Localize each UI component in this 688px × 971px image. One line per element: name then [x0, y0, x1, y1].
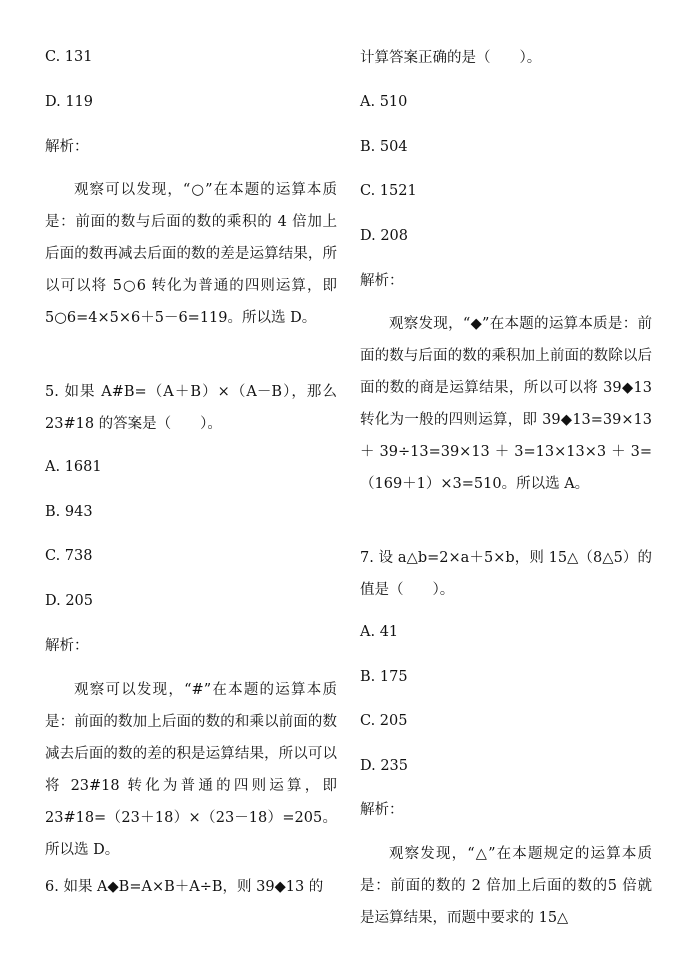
q6-option-a: A. 510 — [360, 94, 408, 110]
q5-analysis-text: 观察可以发现，“#”在本题的运算本质是：前面的数加上后面的数的和乘以前面的数减去后面的数的差的积是运算结果，所以可以将 23#18 转化为普通的四则运算，即 23#18=（23＋18）×（23－18）=205。所以选 D。 — [45, 682, 337, 858]
q7-option-a: A. 41 — [360, 624, 399, 640]
q7-option-b: B. 175 — [360, 669, 408, 685]
q6-question-stem-start: 6. 如果 A◆B=A×B＋A÷B，则 39◆13 的 — [45, 879, 324, 895]
q4-analysis-label: 解析： — [45, 139, 89, 155]
q5-option-a: A. 1681 — [45, 459, 102, 475]
q7-question-stem: 7. 设 a△b=2×a＋5×b，则 15△（8△5）的值是（ ）。 — [360, 550, 652, 598]
q6-option-c: C. 1521 — [360, 183, 417, 199]
q6-option-b: B. 504 — [360, 139, 408, 155]
q7-option-d: D. 235 — [360, 758, 409, 774]
q5-option-c: C. 738 — [45, 548, 93, 564]
q6-analysis-label: 解析： — [360, 273, 404, 289]
q7-analysis-label: 解析： — [360, 802, 404, 818]
q6-question-stem-end: 计算答案正确的是（ ）。 — [360, 50, 542, 66]
q5-analysis-label: 解析： — [45, 638, 89, 654]
q6-option-d: D. 208 — [360, 228, 409, 244]
q4-option-c: C. 131 — [45, 49, 93, 65]
q5-question-stem: 5. 如果 A#B=（A＋B）×（A－B），那么23#18 的答案是（ ）。 — [45, 384, 337, 432]
q4-analysis-text: 观察可以发现，“○”在本题的运算本质是：前面的数与后面的数的乘积的 4 倍加上后面的数再减去后面的数的差是运算结果，所以可以将 5○6 转化为普通的四则运算，即5○6=4×5×6＋5－6=119。所以选 D。 — [45, 182, 337, 326]
q7-option-c: C. 205 — [360, 713, 408, 729]
q4-option-d: D. 119 — [45, 94, 94, 110]
q5-option-b: B. 943 — [45, 504, 93, 520]
q5-option-d: D. 205 — [45, 593, 94, 609]
q7-analysis-text: 观察发现，“△”在本题规定的运算本质是：前面的数的 2 倍加上后面的数的5 倍就是运算结果，而题中要求的 15△ — [360, 846, 652, 926]
q6-analysis-text: 观察发现，“◆”在本题的运算本质是：前面的数与后面的数的乘积加上前面的数除以后面的数的商是运算结果，所以可以将 39◆13 转化为一般的四则运算，即 39◆13=39×13＋39÷13=39×13＋3=13×13×3＋3=（169＋1）×3=510。所以选 A。 — [360, 316, 652, 492]
